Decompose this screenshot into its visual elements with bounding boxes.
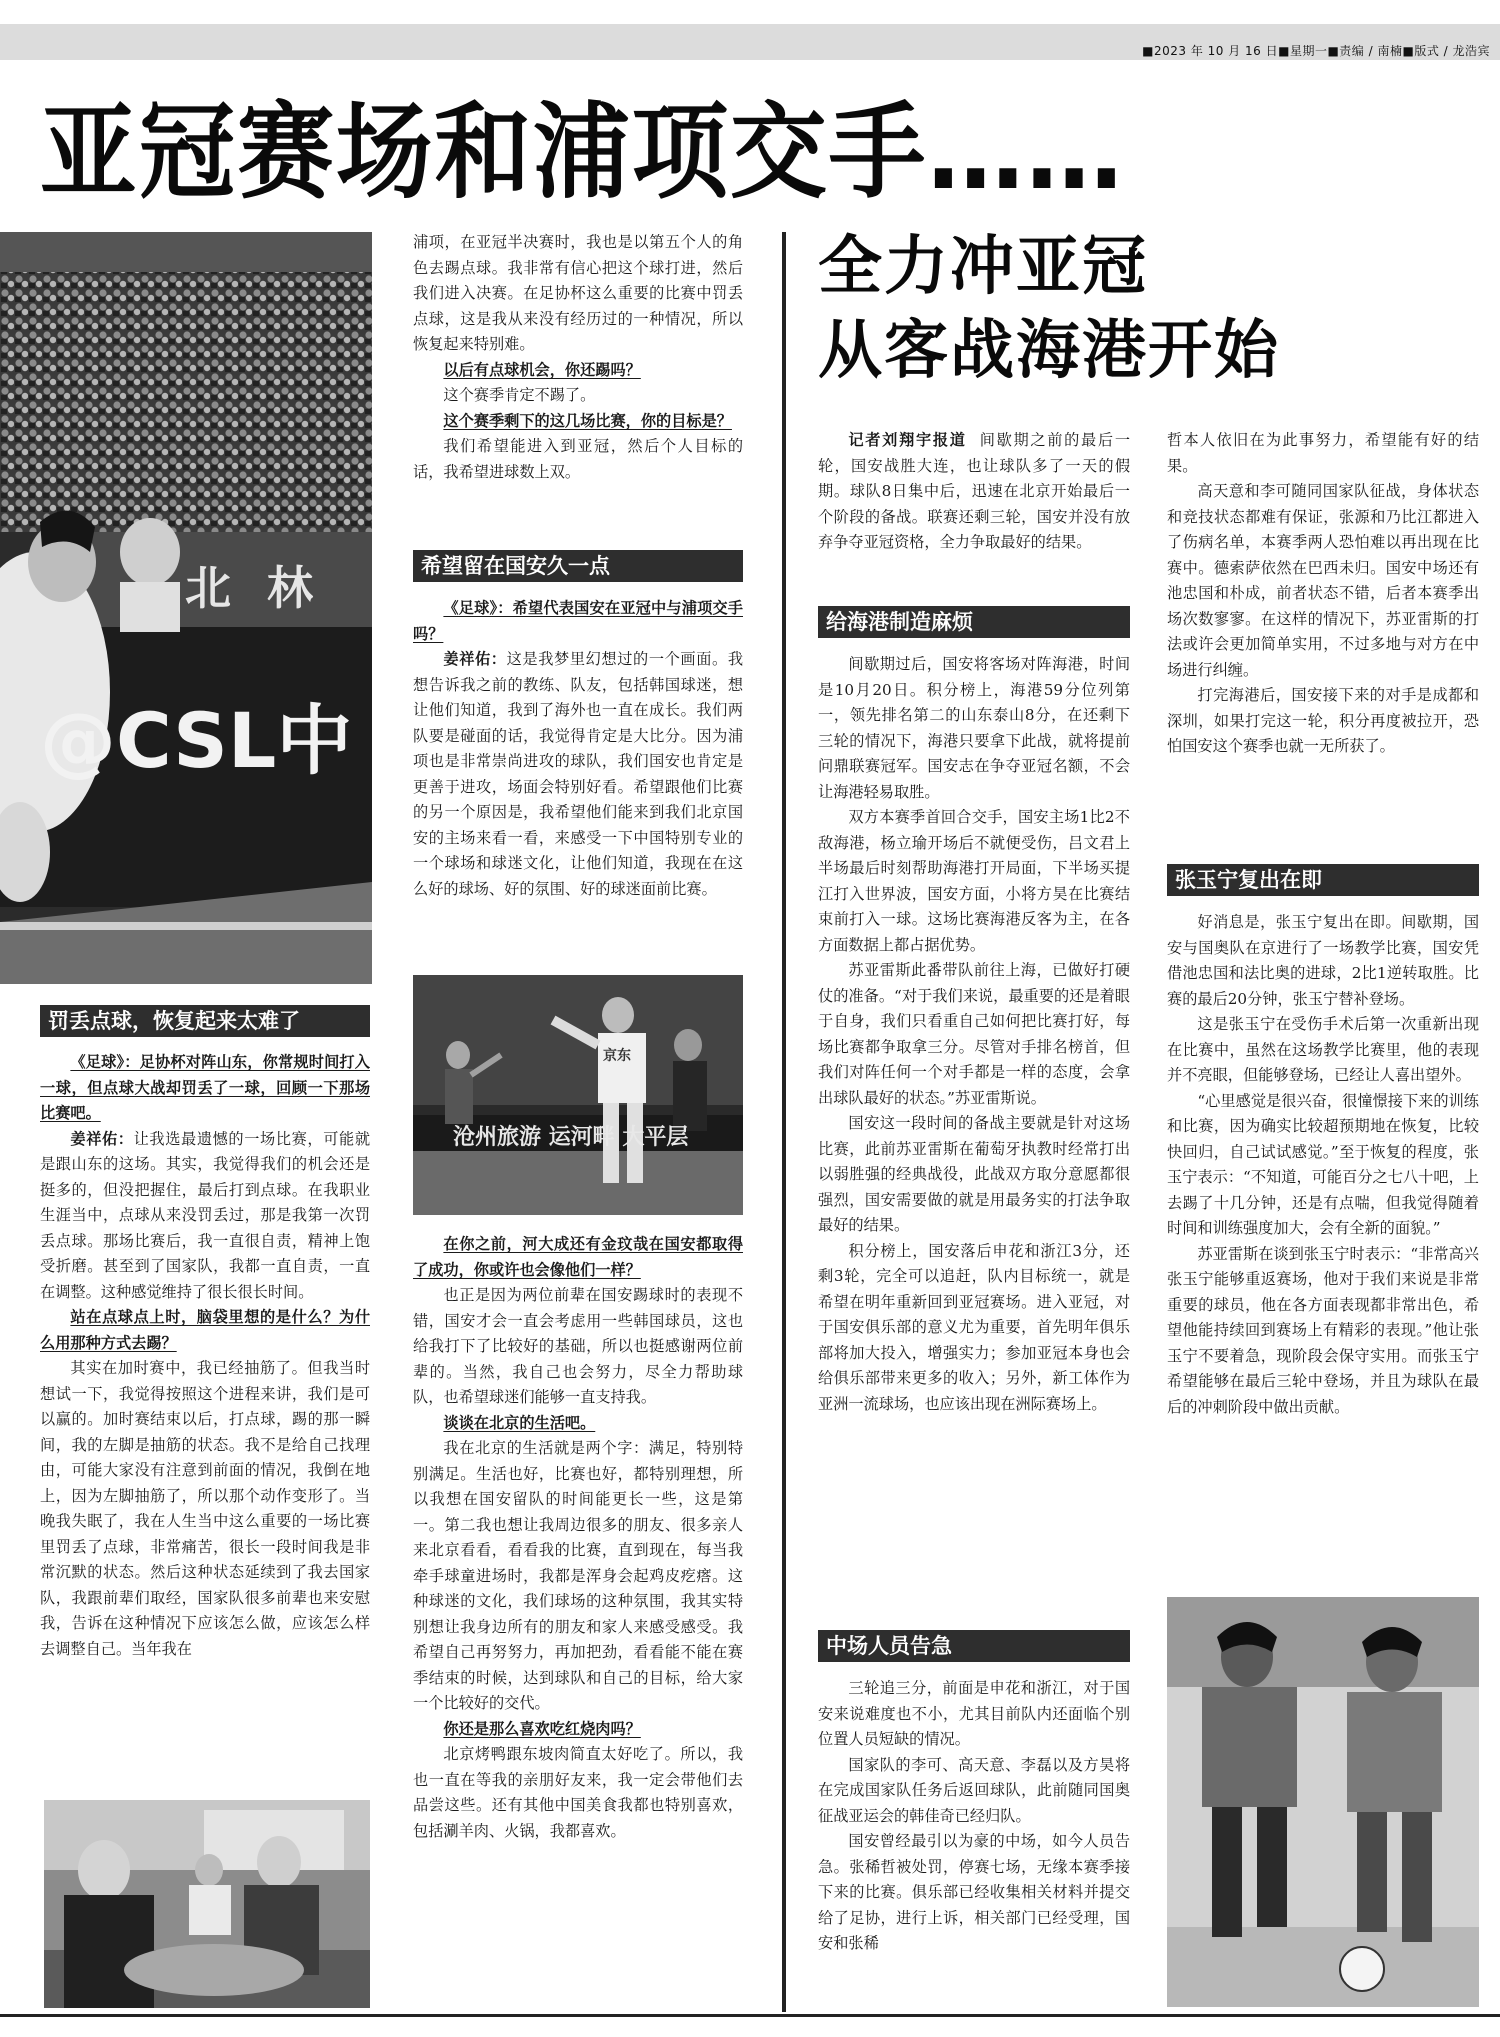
paragraph: 国安这一段时间的备战主要就是针对这场比赛，此前苏亚雷斯在葡萄牙执教时经常打出以弱胜强的经典战役，此战双方取分意愿都很强烈，国安需要做的就是用最务实的打法争取最好的结果。	[818, 1114, 1130, 1234]
paragraph-continued: 浦项，在亚冠半决赛时，我也是以第五个人的角色去踢点球。我非常有信心把这个球打进，然后我们进入决赛。在足协杯这么重要的比赛中罚丢点球，这是我从来没有经历过的一种情况，所以恢复起来特别难。	[413, 233, 743, 353]
answer-1-text: 让我选最遗憾的一场比赛，可能就是跟山东的这场。其实，我觉得我们的机会还是挺多的，但没把握住，最后打到点球。在我职业生涯当中，点球从来没罚丢过，那是我第一次罚丢点球。那场比赛后，我一直很自责，精神上饱受折磨。甚至到了国家队，我都一直自责，一直在调整。这种感觉维持了很长很长时间。	[40, 1129, 371, 1301]
paragraph-continued: 哲本人依旧在为此事努力，希望能有好的结果。	[1167, 431, 1479, 475]
column-3-lead	[818, 428, 1130, 556]
photo-interview	[44, 1800, 370, 2008]
paragraph: 间歇期过后，国安将客场对阵海港，时间是10月20日。积分榜上，海港59分位列第一，领先排名第二的山东泰山8分，在还剩下三轮的情况下，海港只要拿下此战，就将提前问鼎联赛冠军。国安志在争夺亚冠名额，不会让海港轻易取胜。	[818, 655, 1130, 801]
answer-3: 这个赛季肯定不踢了。	[443, 386, 596, 404]
paragraph: “心里感觉是很兴奋，很憧憬接下来的训练和比赛，因为确实比较超预期地在恢复，比较快回归，自己试试感觉。”至于恢复的程度，张玉宁表示：“不知道，可能百分之七八十吧，上去踢了十几分钟，还是有点喘，但我觉得随着时间和训练强度加大，会有全新的面貌。”	[1167, 1091, 1479, 1237]
question-3: 以后有点球机会，你还踢吗？	[443, 360, 641, 379]
question-6: 在你之前，河大成还有金玟哉在国安都取得了成功，你或许也会像他们一样？	[413, 1235, 743, 1279]
answer-6: 也正是因为两位前辈在国安踢球时的表现不错，国安才会一直会考虑用一些韩国球员，这也给我打下了比较好的基础，所以也挺感谢两位前辈的。当然，我自己也会努力，尽全力帮助球队，也希望球迷们能够一直支持我。	[413, 1286, 743, 1406]
column-4-a	[1167, 428, 1479, 760]
article-title	[818, 225, 1280, 393]
paragraph: 好消息是，张玉宁复出在即。间歇期，国安与国奥队在京进行了一场教学比赛，国安凭借池忠国和法比奥的进球，2比1逆转取胜。比赛的最后20分钟，张玉宁替补登场。	[1167, 913, 1479, 1008]
lead-paragraph	[818, 428, 1130, 556]
answer-8: 北京烤鸭跟东坡肉简直太好吃了。所以，我也一直在等我的亲朋好友来，我一定会带他们去品尝这些。还有其他中国美食我都也特别喜欢，包括涮羊肉、火锅，我都喜欢。	[413, 1745, 743, 1840]
question-4: 这个赛季剩下的这几场比赛，你的目标是？	[443, 411, 732, 430]
question-8: 你还是那么喜欢吃红烧肉吗？	[443, 1719, 641, 1738]
column-4-b	[1167, 910, 1479, 1420]
photo-player-celebrating	[413, 975, 743, 1215]
answer-1	[40, 1127, 370, 1306]
speaker-label: 姜祥佑：	[70, 1129, 134, 1148]
answer-5-text: 这是我梦里幻想过的一个画面。我想告诉我之前的教练、队友，包括韩国球迷，想让他们知道，我到了海外也一直在成长。我们两队要是碰面的话，我觉得肯定是大比分。因为浦项也是非常崇尚进攻的球队，我们国安也肯定是更善于进攻，场面会特别好看。希望跟他们比赛的另一个原因是，我希望他们能来到我们北京国安的主场来看一看，来感受一下中国特别专业的一个球场和球迷文化，让他们知道，我现在在这么好的球场、好的氛围、好的球迷面前比赛。	[413, 650, 744, 898]
photo-jersey-text: 京东	[603, 1048, 631, 1064]
column-divider	[782, 232, 786, 2012]
photo-interview-art	[44, 1800, 370, 2008]
question-2: 站在点球点上时，脑袋里想的是什么？为什么用那种方式去踢？	[40, 1308, 370, 1352]
photo-banner-partial: 北 林	[185, 561, 324, 615]
paragraph: 三轮追三分，前面是申花和浙江，对于国安来说难度也不小，尤其目前队内还面临个别位置人员短缺的情况。	[818, 1679, 1130, 1748]
date-line: ■2023 年 10 月 16 日■星期一■责编 / 南楠■版式 / 龙浩宾	[1142, 44, 1490, 58]
answer-7: 我在北京的生活就是两个字：满足，特别特别满足。生活也好，比赛也好，都特别理想，所以我想在国安留队的时间能更长一些，这是第一。第二我也想让我周边很多的朋友、很多亲人来北京看看，看看我的比赛，直到现在，每当我牵手球童进场时，我都是浑身会起鸡皮疙瘩。这种球迷的文化，我们球场的这种氛围，我其实特别想让我身边所有的朋友和家人来感受感受。我希望自己再努努力，再加把劲，看看能不能在赛季结束的时候，达到球队和自己的目标，给大家一个比较好的交代。	[413, 1439, 743, 1712]
column-3-a	[818, 652, 1130, 1417]
paragraph: 打完海港后，国安接下来的对手是成都和深圳，如果打完这一轮，积分再度被拉开，恐怕国安这个赛季也就一无所获了。	[1167, 686, 1479, 755]
article-title-line2: 从客战海港开始	[818, 314, 1280, 388]
paragraph: 高天意和李可随同国家队征战，身体状态和竞技状态都难有保证，张源和乃比江都进入了伤病名单，本赛季两人恐怕难以再出现在比赛中。德索萨依然在巴西未归。国安中场还有池忠国和朴成，前者状态不错，后者本赛季出场次数寥寥。在这样的情况下，苏亚雷斯的打法或许会更加简单实用，不过多地与对方在中场进行纠缠。	[1167, 482, 1479, 679]
paragraph: 积分榜上，国安落后申花和浙江3分，还剩3轮，完全可以追赶，队内目标统一，就是希望在明年重新回到亚冠赛场。进入亚冠，对于国安俱乐部的意义尤为重要，首先明年俱乐部将加大投入，增强实力；参加亚冠本身也会给俱乐部带来更多的收入；另外，新工体作为亚洲一流球场，也应该出现在洲际赛场上。	[818, 1241, 1130, 1413]
lead-text: 间歇期之前的最后一轮，国安战胜大连，也让球队多了一天的假期。球队8日集中后，迅速在北京开始最后一个阶段的备战。联赛还剩三轮，国安并没有放弃争夺亚冠资格，全力争取最好的结果。	[818, 431, 1130, 551]
section-heading-penalty: 罚丢点球，恢复起来太难了	[40, 1005, 370, 1037]
paragraph-cramp: 其实在加时赛中，我已经抽筋了。但我当时想试一下，我觉得按照这个进程来讲，我们是可以赢的。加时赛结束以后，打点球，踢的那一瞬间，我的左脚是抽筋的状态。我不是给自己找理由，可能大家没有注意到前面的情况，我倒在地上，因为左脚抽筋了，所以那个动作变形了。当晚我失眠了，我在人生当中这么重要的一场比赛里罚丢了点球，非常痛苦，很长一段时间我是非常沉默的状态。然后这种状态延续到了我去国家队，我跟前辈们取经，国家队很多前辈也来安慰我，告诉在这种情况下应该怎么做，应该怎么样去调整自己。当年我在	[40, 1359, 370, 1658]
section-heading-zhangyuning: 张玉宁复出在即	[1167, 864, 1479, 896]
question-7: 谈谈在北京的生活吧。	[443, 1413, 596, 1432]
paragraph: 苏亚雷斯在谈到张玉宁时表示：“非常高兴张玉宁能够重返赛场，他对于我们来说是非常重要的球员，他在各方面表现都非常出色，希望他能持续回到赛场上有精彩的表现。”他让张玉宁不要着急，现阶段会保守实用。而张玉宁希望能够在最后三轮中登场，并且为球队在最后的冲刺阶段中做出贡献。	[1167, 1244, 1479, 1416]
section-heading-haigang: 给海港制造麻烦	[818, 606, 1130, 638]
column-1	[40, 1050, 370, 1662]
headline: 亚冠赛场和浦项交手……	[40, 91, 1125, 213]
photo-banner-csl: @CSL中	[40, 696, 353, 785]
paragraph: 双方本赛季首回合交手，国安主场1比2不敌海港，杨立瑜开场后不就便受伤，吕文君上半场最后时刻帮助海港打开局面，下半场买提江打入世界波，国安方面，小将方昊在比赛结束前打入一球。这场比赛海港反客为主，在各方面数据上都占据优势。	[818, 808, 1130, 954]
photo-board-text: 沧州旅游 运河畔 大平层	[453, 1125, 689, 1150]
column-2-mid	[413, 596, 743, 902]
column-2-top	[413, 230, 743, 485]
paragraph: 苏亚雷斯此番带队前往上海，已做好打硬仗的准备。“对于我们来说，最重要的还是着眼于自身，我们只看重自己如何把比赛打好，每场比赛都争取拿三分。尽管对手排名榜首，但我们对阵任何一个对手都是一样的态度，会拿出球队最好的状态。”苏亚雷斯说。	[818, 961, 1130, 1107]
speaker-label: 姜祥佑：	[443, 650, 507, 668]
bottom-rule	[0, 2014, 1500, 2017]
photo-two-players	[1167, 1597, 1479, 2007]
byline: 记者刘翔宇报道	[848, 431, 967, 449]
photo-celebrating-art	[413, 975, 743, 1215]
section-heading-stay: 希望留在国安久一点	[413, 550, 743, 582]
question-5: 《足球》：希望代表国安在亚冠中与浦项交手吗？	[413, 599, 743, 643]
article-title-line1: 全力冲亚冠	[818, 230, 1148, 304]
paragraph: 国家队的李可、高天意、李磊以及方昊将在完成国家队任务后返回球队，此前随同国奥征战亚运会的韩佳奇已经归队。	[818, 1755, 1130, 1825]
section-heading-midfield: 中场人员告急	[818, 1630, 1130, 1662]
column-2-bottom	[413, 1232, 743, 1844]
photo-two-players-art	[1167, 1597, 1479, 2007]
paragraph: 国安曾经最引以为豪的中场，如今人员告急。张稀哲被处罚，停赛七场，无缘本赛季接下来的比赛。俱乐部已经收集相关材料并提交给了足协，进行上诉，相关部门已经受理，国安和张稀	[818, 1832, 1130, 1952]
photo-player-towel	[0, 232, 372, 984]
answer-5	[413, 647, 743, 902]
paragraph: 这是张玉宁在受伤手术后第一次重新出现在比赛中，虽然在这场教学比赛里，他的表现并不亮眼，但能够登场，已经让人喜出望外。	[1167, 1015, 1479, 1084]
question-1: 《足球》：足协杯对阵山东，你常规时间打入一球，但点球大战却罚丢了一球，回顾一下那场比赛吧。	[40, 1053, 370, 1122]
answer-4: 我们希望能进入到亚冠，然后个人目标的话，我希望进球数上双。	[413, 437, 743, 481]
column-3-b	[818, 1676, 1130, 1957]
